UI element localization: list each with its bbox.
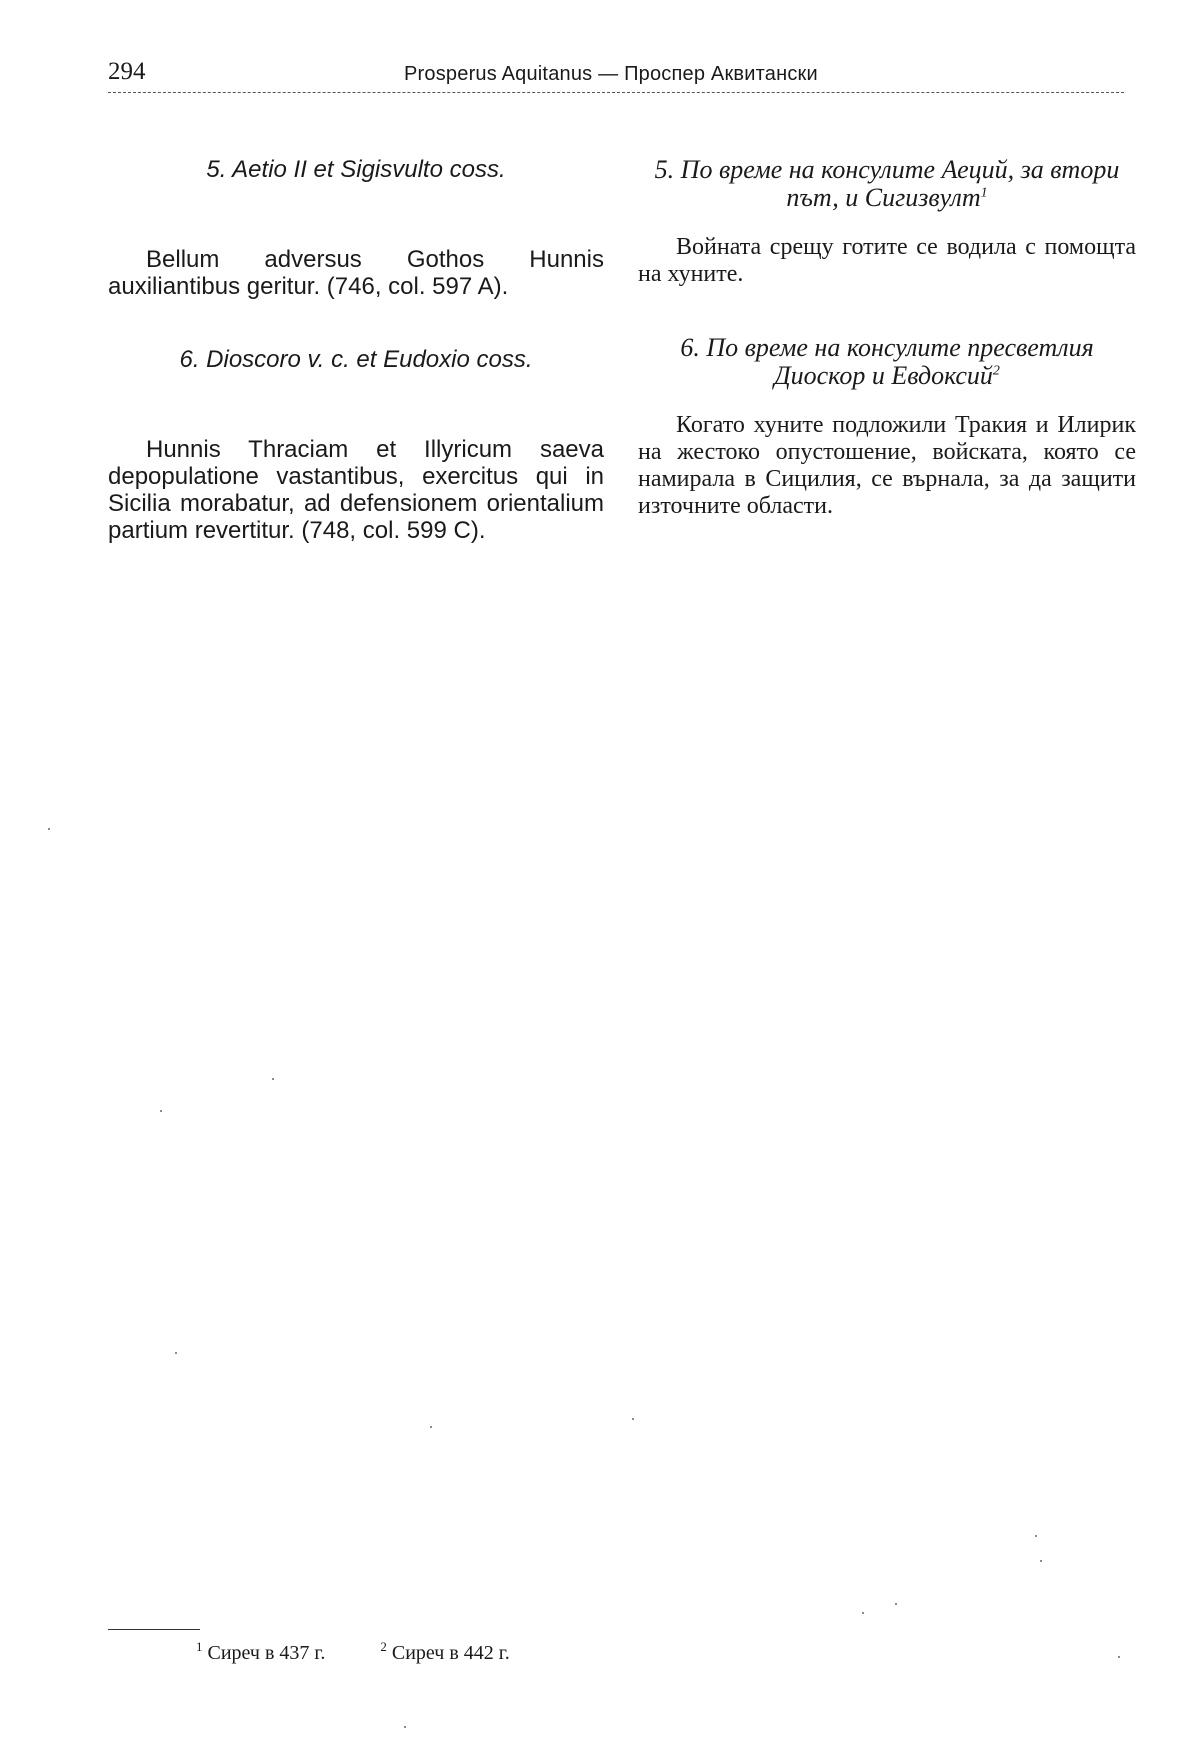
scan-speck xyxy=(272,1078,274,1080)
scan-speck xyxy=(632,1418,634,1420)
scan-speck xyxy=(895,1603,897,1605)
bulgarian-entry-5-heading-text: 5. По време на консулите Аеций, за втори път, и Сигизвулт xyxy=(654,155,1120,212)
latin-entry-6-text: Hunnis Thraciam et Illyricum saeva depopulatione vastantibus, exercitus qui in Sicilia morabatur, ad defensionem orientalium partium revertitur. (748, col. 599 C). xyxy=(108,436,604,544)
footnote-ref-1: 1 xyxy=(980,185,988,201)
running-title: Prosperus Aquitanus — Проспер Аквитански xyxy=(404,63,818,85)
bulgarian-entry-5-heading xyxy=(638,156,1136,212)
latin-entry-6-heading: 6. Dioscoro v. c. et Eudoxio coss. xyxy=(179,346,533,373)
scan-speck xyxy=(160,1110,162,1112)
scan-speck xyxy=(430,1426,432,1428)
scan-speck xyxy=(48,828,50,830)
footnote-rule xyxy=(108,1629,200,1630)
bulgarian-entry-6-heading xyxy=(638,334,1136,390)
footnote-1-mark: 1 xyxy=(196,1639,203,1655)
footnote-2 xyxy=(380,1639,510,1665)
footnote-2-mark: 2 xyxy=(380,1639,387,1655)
bulgarian-entry-6-heading-text: 6. По време на консулите пресветлия Диоскор и Евдоксий xyxy=(680,333,1094,390)
header-rule xyxy=(108,92,1124,93)
scan-speck xyxy=(1035,1535,1037,1537)
running-header xyxy=(108,58,1124,98)
bulgarian-entry-6-text: Когато хуните подложили Тракия и Илирик на жестоко опустошение, войската, която се намирала в Сицилия, се върнала, за да защити източните области. xyxy=(638,412,1136,519)
bulgarian-column xyxy=(638,156,1136,520)
latin-column xyxy=(108,156,604,544)
footnote-1-text: Сиреч в 437 г. xyxy=(207,1642,326,1664)
scan-speck xyxy=(175,1352,177,1354)
scan-speck xyxy=(862,1612,864,1614)
footnote-1 xyxy=(196,1639,326,1665)
latin-entry-5-text: Bellum adversus Gothos Hunnis auxiliantibus geritur. (746, col. 597 A). xyxy=(108,246,604,300)
footnote-ref-2: 2 xyxy=(992,363,1000,379)
footnotes xyxy=(196,1639,510,1665)
bulgarian-entry-5-text: Войната срещу готите се водила с помощта на хуните. xyxy=(638,234,1136,287)
latin-entry-5-heading: 5. Aetio II et Sigisvulto coss. xyxy=(206,156,506,183)
scan-speck xyxy=(1118,1656,1120,1658)
scan-speck xyxy=(1040,1560,1042,1562)
page-number: 294 xyxy=(108,58,146,85)
footnote-2-text: Сиреч в 442 г. xyxy=(391,1642,510,1664)
scan-speck xyxy=(404,1726,406,1728)
